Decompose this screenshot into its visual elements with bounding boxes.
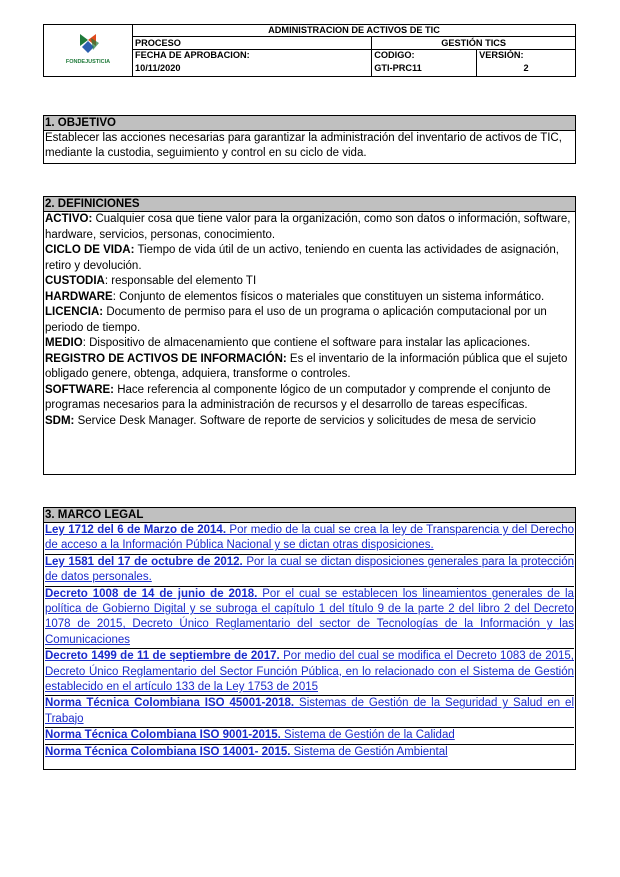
logo-cell: [44, 25, 133, 77]
definition-term: LICENCIA:: [45, 306, 104, 318]
codigo-label: CODIGO:: [372, 49, 477, 61]
document-header: [43, 24, 576, 77]
legal-link-bold: Norma Técnica Colombiana ISO 14001- 2015.: [45, 745, 291, 758]
definition-term: CUSTODIA: [45, 275, 105, 287]
definiciones-title: 2. DEFINICIONES: [44, 197, 575, 212]
legal-link-text: Sistema de Gestión de la Calidad: [280, 729, 455, 742]
definition-text: Es el inventario de la información pública que el sujeto obligado genere, obtenga, adquiera, transforme o controles.: [45, 352, 568, 380]
legal-link-decreto-1008[interactable]: [45, 587, 574, 650]
legal-link-iso-9001[interactable]: [45, 728, 574, 744]
definition-text: : responsable del elemento TI: [104, 275, 257, 287]
definition-term: MEDIO: [45, 337, 83, 349]
legal-link-bold: Decreto 1008 de 14 de junio de 2018.: [45, 587, 258, 600]
legal-link-text: Por medio del cual se modifica el Decreto 1083 de 2015, Decreto Único Reglamentario del Sector Función Pública, en lo relacionado con el Sistema de Gestión establecido en el artículo 133 de la Ley 1753 de 2015: [45, 650, 574, 694]
marco-legal-title: 3. MARCO LEGAL: [44, 508, 575, 523]
definiciones-list: [44, 212, 575, 429]
legal-link-iso-45001[interactable]: [45, 696, 574, 728]
definiciones-section: [43, 196, 576, 475]
legal-link-bold: Ley 1581 del 17 de octubre de 2012.: [45, 555, 243, 568]
legal-link-text: Por el cual se establecen los lineamientos generales de la política de Gobierno Digital y se subroga el capítulo 1 del título 9 de la parte 2 del libro 2 del Decreto 1078 de 2015, Decreto Único Reglamentario del sector de Tecnologías de la Información y las Comunicaciones: [45, 587, 574, 646]
fondejusticia-logo-icon: [58, 30, 118, 68]
definition-item: [45, 336, 574, 352]
proceso-value: GESTIÓN TICS: [372, 37, 576, 49]
document-title: ADMINISTRACION DE ACTIVOS DE TIC: [133, 25, 576, 37]
definition-text: Hace referencia al componente lógico de un computador y comprende el conjunto de programas necesarios para la administración de recursos y el desarrollo de tareas específicas.: [45, 383, 551, 411]
definition-term: SOFTWARE:: [45, 383, 114, 396]
legal-link-ley-1712[interactable]: [45, 523, 574, 555]
objetivo-section: [43, 115, 576, 164]
definition-item: [45, 243, 574, 274]
legal-link-bold: Norma Técnica Colombiana ISO 9001-2015.: [45, 729, 281, 742]
legal-link-decreto-1499[interactable]: [45, 649, 574, 696]
proceso-label: PROCESO: [133, 37, 372, 49]
definition-text: : Dispositivo de almacenamiento que contiene el software para instalar las aplicaciones.: [82, 337, 531, 349]
definition-text: Cualquier cosa que tiene valor para la organización, como son datos o información, software, hardware, servicios, personas, conocimiento.: [45, 213, 571, 241]
definition-item: [45, 352, 574, 383]
definition-item: [45, 212, 574, 243]
version-value: 2: [477, 62, 576, 77]
legal-link-ley-1581[interactable]: [45, 555, 574, 587]
definition-term: SDM:: [45, 414, 75, 427]
definition-text: Tiempo de vida útil de un activo, teniendo en cuenta las actividades de asignación, retiro y devolución.: [45, 244, 559, 272]
definition-text: Documento de permiso para el uso de un programa o aplicación computacional por un periodo de tiempo.: [45, 306, 547, 334]
legal-link-iso-14001[interactable]: [45, 745, 574, 760]
definition-item: [45, 274, 574, 290]
fecha-label: FECHA DE APROBACION:: [133, 49, 372, 61]
objetivo-text: Establecer las acciones necesarias para garantizar la administración del inventario de activos de TIC, mediante la custodia, seguimiento y control en su ciclo de vida.: [45, 132, 562, 160]
legal-link-text: Sistemas de Gestión de la Seguridad y Salud en el Trabajo: [45, 697, 574, 725]
definition-item: [45, 290, 574, 306]
fecha-value: 10/11/2020: [133, 62, 372, 77]
definition-text: Service Desk Manager. Software de reporte de servicios y solicitudes de mesa de servicio: [74, 414, 536, 427]
legal-link-bold: Norma Técnica Colombiana ISO 45001-2018.: [45, 697, 295, 710]
version-label: VERSIÓN:: [477, 49, 576, 61]
marco-legal-section: [43, 507, 576, 770]
codigo-value: GTI-PRC11: [372, 62, 477, 77]
definition-item: [45, 414, 574, 430]
definition-item: [45, 305, 574, 336]
legal-link-text: Sistema de Gestión Ambiental: [290, 745, 448, 758]
definition-term: HARDWARE: [45, 290, 113, 303]
definition-item: [45, 383, 574, 414]
definition-text: : Conjunto de elementos físicos o materiales que constituyen un sistema informático.: [112, 290, 545, 303]
svg-text:FONDEJUSTICIA: FONDEJUSTICIA: [65, 59, 111, 65]
definition-term: ACTIVO:: [45, 213, 93, 225]
definition-term: CICLO DE VIDA:: [45, 244, 135, 256]
objetivo-title: 1. OBJETIVO: [44, 116, 575, 131]
definition-term: REGISTRO DE ACTIVOS DE INFORMACIÓN:: [45, 352, 287, 365]
legal-link-text: Por medio de la cual se crea la ley de Transparencia y del Derecho de acceso a la Información Pública Nacional y se dictan otras disposiciones.: [45, 524, 575, 552]
legal-link-bold: Ley 1712 del 6 de Marzo de 2014.: [45, 524, 227, 536]
legal-link-bold: Decreto 1499 de 11 de septiembre de 2017.: [45, 650, 280, 663]
legal-link-text: Por la cual se dictan disposiciones generales para la protección de datos personales.: [45, 555, 574, 584]
marco-legal-list: [44, 523, 575, 760]
